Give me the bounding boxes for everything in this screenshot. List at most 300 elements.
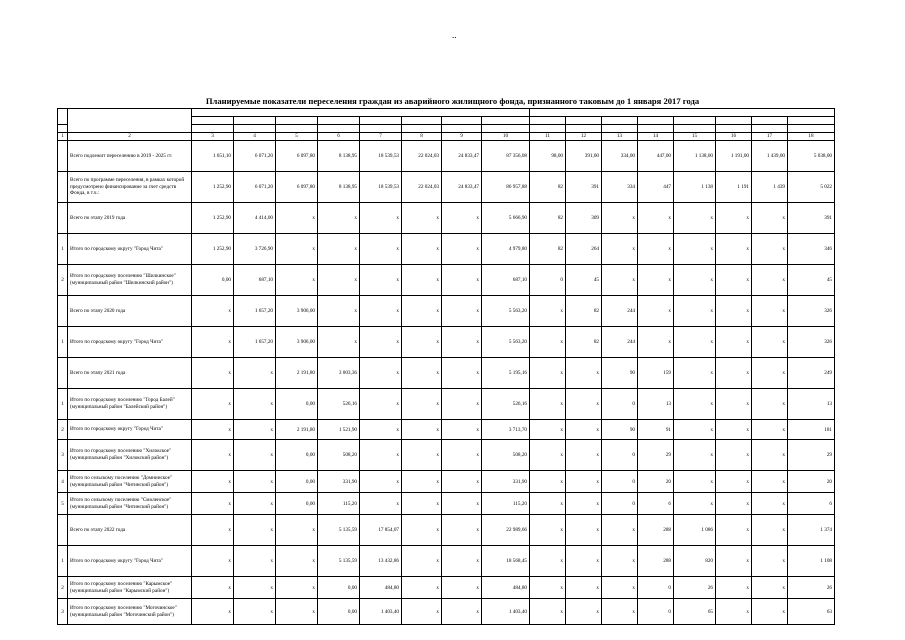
area-cell: x — [234, 546, 276, 577]
count-cell: x — [752, 420, 788, 440]
area-cell: x — [360, 358, 402, 389]
area-cell: 3 003,36 — [318, 358, 360, 389]
count-cell: x — [674, 203, 716, 234]
count-cell: x — [602, 546, 638, 577]
area-cell: x — [192, 599, 234, 625]
area-cell: x — [442, 577, 482, 599]
row-number: 5 — [58, 493, 68, 515]
count-cell: 82 — [530, 234, 566, 265]
page-title: Планируемые показатели переселения граждан из аварийного жилищного фонда, признанного таковым до 1 января 2017 года — [205, 96, 700, 106]
area-cell: x — [234, 420, 276, 440]
area-cell: x — [402, 203, 442, 234]
area-cell: x — [276, 599, 318, 625]
municipality-name: Всего по этапу 2021 года — [68, 358, 192, 389]
header-year — [638, 117, 674, 125]
column-number: 17 — [752, 133, 788, 141]
column-number: 18 — [788, 133, 835, 141]
area-cell: 526,16 — [318, 389, 360, 420]
table-row — [58, 471, 835, 493]
area-cell: 1 651,10 — [192, 141, 234, 172]
area-cell: 87 356,08 — [482, 141, 530, 172]
count-cell: 1 086 — [674, 515, 716, 546]
count-cell: x — [530, 440, 566, 471]
column-number: 9 — [442, 133, 482, 141]
header-unit-count — [566, 125, 602, 133]
row-number: 1 — [58, 389, 68, 420]
header-year — [360, 117, 402, 125]
area-cell: 3 726,90 — [234, 234, 276, 265]
count-cell: x — [530, 358, 566, 389]
header-blank — [58, 125, 68, 133]
count-cell: 326 — [788, 296, 835, 327]
count-cell: 1 439 — [752, 172, 788, 203]
count-cell: x — [638, 327, 674, 358]
area-cell: 1 252,90 — [192, 172, 234, 203]
column-number: 6 — [318, 133, 360, 141]
area-cell: 5 135,59 — [318, 546, 360, 577]
count-cell: 391 — [788, 203, 835, 234]
row-number — [58, 296, 68, 327]
area-cell: x — [442, 327, 482, 358]
table-row — [58, 599, 835, 625]
header-year — [442, 117, 482, 125]
row-number — [58, 141, 68, 172]
count-cell: 1 191 — [716, 172, 752, 203]
header-group-area — [192, 109, 530, 117]
area-cell: 0,00 — [192, 265, 234, 296]
count-cell: x — [752, 327, 788, 358]
row-number: 2 — [58, 577, 68, 599]
count-cell: x — [566, 471, 602, 493]
count-cell: x — [638, 265, 674, 296]
column-number: 11 — [530, 133, 566, 141]
area-cell: 6 071,20 — [234, 172, 276, 203]
table-row — [58, 546, 835, 577]
count-cell: x — [638, 203, 674, 234]
header-unit-area — [318, 125, 360, 133]
column-number: 1 — [58, 133, 68, 141]
area-cell: x — [192, 296, 234, 327]
area-cell: x — [402, 296, 442, 327]
area-cell: x — [192, 420, 234, 440]
municipality-name: Итого по городскому округу "Город Чита" — [68, 420, 192, 440]
area-cell: 1 521,90 — [318, 420, 360, 440]
indicators-table — [57, 108, 835, 625]
count-cell: 1 191,00 — [716, 141, 752, 172]
count-cell: x — [566, 358, 602, 389]
count-cell: 334,00 — [602, 141, 638, 172]
count-cell: 1 138,00 — [674, 141, 716, 172]
count-cell: 1 108 — [788, 546, 835, 577]
area-cell: 2 191,80 — [276, 358, 318, 389]
area-cell: x — [192, 515, 234, 546]
area-cell: x — [234, 577, 276, 599]
count-cell: 98,00 — [530, 141, 566, 172]
column-number: 2 — [68, 133, 192, 141]
count-cell: x — [674, 493, 716, 515]
area-cell: 6 071,20 — [234, 141, 276, 172]
table-row — [58, 515, 835, 546]
municipality-name: Итого по городскому округу "Город Чита" — [68, 546, 192, 577]
count-cell: 45 — [788, 265, 835, 296]
header-unit-count — [674, 125, 716, 133]
area-cell: 22 024,03 — [402, 172, 442, 203]
header-year — [192, 117, 234, 125]
area-cell: 331,90 — [318, 471, 360, 493]
count-cell: x — [674, 327, 716, 358]
count-cell: 26 — [788, 577, 835, 599]
area-cell: x — [402, 515, 442, 546]
count-cell: 447,00 — [638, 141, 674, 172]
count-cell: 326 — [788, 327, 835, 358]
header-unit-area — [402, 125, 442, 133]
count-cell: x — [566, 493, 602, 515]
area-cell: x — [234, 389, 276, 420]
count-cell: 346 — [788, 234, 835, 265]
area-cell: x — [402, 420, 442, 440]
area-cell: 86 957,88 — [482, 172, 530, 203]
column-number: 3 — [192, 133, 234, 141]
count-cell: x — [752, 203, 788, 234]
area-cell: x — [318, 265, 360, 296]
count-cell: 13 — [788, 389, 835, 420]
municipality-name: Всего по этапу 2020 года — [68, 296, 192, 327]
header-unit-area — [192, 125, 234, 133]
column-number: 13 — [602, 133, 638, 141]
area-cell: 22 024,03 — [402, 141, 442, 172]
count-cell: x — [530, 420, 566, 440]
count-cell: x — [716, 203, 752, 234]
area-cell: x — [442, 546, 482, 577]
area-cell: x — [192, 493, 234, 515]
area-cell: 17 854,07 — [360, 515, 402, 546]
count-cell: x — [530, 327, 566, 358]
count-cell: 0 — [602, 471, 638, 493]
count-cell: 63 — [788, 599, 835, 625]
row-number — [58, 358, 68, 389]
area-cell: x — [192, 358, 234, 389]
header-unit-area — [482, 125, 530, 133]
area-cell: x — [442, 296, 482, 327]
count-cell: 391,00 — [566, 141, 602, 172]
area-cell: x — [360, 471, 402, 493]
count-cell: 0 — [638, 577, 674, 599]
column-number: 8 — [402, 133, 442, 141]
municipality-name: Итого по городскому поселению "Могочинское" (муниципальный район "Могочинский район") — [68, 599, 192, 625]
count-cell: 288 — [638, 546, 674, 577]
count-cell: 244 — [602, 327, 638, 358]
count-cell: x — [752, 471, 788, 493]
count-cell: x — [752, 265, 788, 296]
count-cell: x — [530, 471, 566, 493]
municipality-name: Итого по городскому поселению "Шилкинское" (муниципальный район "Шилкинский район") — [68, 265, 192, 296]
count-cell: x — [602, 234, 638, 265]
area-cell: x — [234, 471, 276, 493]
count-cell: x — [716, 420, 752, 440]
area-cell: x — [402, 389, 442, 420]
count-cell: 0 — [530, 265, 566, 296]
area-cell: 18 539,53 — [360, 141, 402, 172]
row-number: 1 — [58, 327, 68, 358]
count-cell: 82 — [530, 172, 566, 203]
count-cell: 1 439,00 — [752, 141, 788, 172]
count-cell: 26 — [674, 577, 716, 599]
count-cell: x — [566, 420, 602, 440]
count-cell: 90 — [602, 358, 638, 389]
area-cell: x — [192, 577, 234, 599]
area-cell: x — [192, 389, 234, 420]
area-cell: x — [360, 296, 402, 327]
row-number: 2 — [58, 420, 68, 440]
municipality-name: Итого по сельскому поселению "Домнинское" (муниципальный район "Читинский район") — [68, 471, 192, 493]
count-cell: x — [638, 296, 674, 327]
count-cell: 90 — [602, 420, 638, 440]
area-cell: x — [442, 493, 482, 515]
count-cell: x — [602, 599, 638, 625]
header-year — [752, 117, 788, 125]
count-cell: x — [566, 599, 602, 625]
count-cell: 288 — [638, 515, 674, 546]
row-number — [58, 172, 68, 203]
row-number — [58, 515, 68, 546]
area-cell: x — [442, 389, 482, 420]
area-cell: x — [234, 599, 276, 625]
area-cell: x — [234, 358, 276, 389]
column-number: 12 — [566, 133, 602, 141]
area-cell: 1 657,20 — [234, 327, 276, 358]
area-cell: 1 657,20 — [234, 296, 276, 327]
area-cell: x — [318, 296, 360, 327]
header-row-column-numbers — [58, 133, 835, 141]
count-cell: x — [752, 234, 788, 265]
table-row — [58, 234, 835, 265]
count-cell: 447 — [638, 172, 674, 203]
municipality-name: Всего по этапу 2019 года — [68, 203, 192, 234]
count-cell: x — [674, 420, 716, 440]
header-year — [402, 117, 442, 125]
count-cell: 0 — [638, 599, 674, 625]
area-cell: 8 138,95 — [318, 141, 360, 172]
header-row-number — [58, 109, 68, 125]
municipality-name: Итого по городскому округу "Город Чита" — [68, 234, 192, 265]
table-row — [58, 203, 835, 234]
table-row — [58, 327, 835, 358]
table-row — [58, 389, 835, 420]
area-cell: 6 097,80 — [276, 172, 318, 203]
area-cell: 5 666,90 — [482, 203, 530, 234]
count-cell: x — [716, 577, 752, 599]
column-number: 16 — [716, 133, 752, 141]
area-cell: x — [402, 327, 442, 358]
area-cell: x — [192, 327, 234, 358]
count-cell: 391 — [566, 172, 602, 203]
count-cell: 334 — [602, 172, 638, 203]
area-cell: x — [192, 546, 234, 577]
area-cell: 1 403,40 — [360, 599, 402, 625]
row-number: 4 — [58, 471, 68, 493]
count-cell: x — [566, 515, 602, 546]
count-cell: x — [716, 265, 752, 296]
header-unit-count — [602, 125, 638, 133]
header-unit-area — [234, 125, 276, 133]
count-cell: 181 — [788, 420, 835, 440]
column-number: 15 — [674, 133, 716, 141]
area-cell: x — [276, 203, 318, 234]
area-cell: x — [402, 265, 442, 296]
area-cell: x — [318, 203, 360, 234]
area-cell: 115,20 — [318, 493, 360, 515]
annex-line — [689, 78, 839, 84]
header-unit-count — [638, 125, 674, 133]
header-year — [234, 117, 276, 125]
header-year — [530, 117, 566, 125]
table-row — [58, 172, 835, 203]
count-cell: x — [716, 471, 752, 493]
area-cell: 687,10 — [482, 265, 530, 296]
row-number: 3 — [58, 440, 68, 471]
row-number: 2 — [58, 265, 68, 296]
area-cell: 4 979,80 — [482, 234, 530, 265]
area-cell: x — [318, 234, 360, 265]
count-cell: 13 — [638, 389, 674, 420]
count-cell: 0 — [602, 440, 638, 471]
municipality-name: Всего по программе переселения, в рамках которой предусмотрено финансирование за счет средств Фонда, в т.ч.: — [68, 172, 192, 203]
area-cell: x — [276, 577, 318, 599]
count-cell: x — [530, 599, 566, 625]
area-cell: x — [402, 358, 442, 389]
count-cell: x — [602, 203, 638, 234]
area-cell: x — [276, 515, 318, 546]
count-cell: 0 — [602, 493, 638, 515]
count-cell: 45 — [566, 265, 602, 296]
count-cell: x — [638, 234, 674, 265]
header-unit-area — [276, 125, 318, 133]
count-cell: 82 — [566, 327, 602, 358]
count-cell: x — [674, 234, 716, 265]
count-cell: x — [566, 389, 602, 420]
area-cell: 1 252,90 — [192, 234, 234, 265]
count-cell: x — [530, 296, 566, 327]
area-cell: x — [442, 234, 482, 265]
area-cell: x — [276, 546, 318, 577]
annex-note — [689, 60, 839, 90]
count-cell: 20 — [638, 471, 674, 493]
count-cell: 5 022 — [788, 172, 835, 203]
table-row — [58, 420, 835, 440]
area-cell: x — [360, 389, 402, 420]
count-cell: x — [716, 440, 752, 471]
area-cell: 0,00 — [276, 440, 318, 471]
area-cell: 24 833,47 — [442, 172, 482, 203]
area-cell: x — [234, 515, 276, 546]
count-cell: 29 — [788, 440, 835, 471]
header-unit-area — [360, 125, 402, 133]
count-cell: x — [602, 577, 638, 599]
count-cell: x — [674, 296, 716, 327]
area-cell: 8 138,95 — [318, 172, 360, 203]
count-cell: x — [530, 546, 566, 577]
count-cell: 1 374 — [788, 515, 835, 546]
area-cell: x — [360, 493, 402, 515]
count-cell: x — [716, 296, 752, 327]
area-cell: 5 563,20 — [482, 327, 530, 358]
header-year — [674, 117, 716, 125]
area-cell: 13 432,86 — [360, 546, 402, 577]
area-cell: x — [402, 546, 442, 577]
header-unit-count — [788, 125, 835, 133]
count-cell: 249 — [788, 358, 835, 389]
header-row-groups — [58, 109, 835, 117]
count-cell: x — [602, 515, 638, 546]
count-cell: x — [674, 440, 716, 471]
area-cell: 508,20 — [318, 440, 360, 471]
row-number — [58, 203, 68, 234]
count-cell: x — [566, 577, 602, 599]
count-cell: x — [752, 577, 788, 599]
municipality-name: Всего подлежит переселению в 2019 - 2025 гг. — [68, 141, 192, 172]
area-cell: 484,80 — [482, 577, 530, 599]
row-number: 3 — [58, 599, 68, 625]
area-cell: 331,90 — [482, 471, 530, 493]
area-cell: x — [192, 471, 234, 493]
area-cell: 3 713,70 — [482, 420, 530, 440]
area-cell: x — [234, 440, 276, 471]
header-year — [602, 117, 638, 125]
area-cell: 2 191,80 — [276, 420, 318, 440]
area-cell: x — [442, 420, 482, 440]
area-cell: x — [402, 471, 442, 493]
count-cell: x — [752, 440, 788, 471]
count-cell: 309 — [566, 203, 602, 234]
area-cell: 3 906,00 — [276, 296, 318, 327]
header-year — [566, 117, 602, 125]
count-cell: x — [716, 546, 752, 577]
municipality-name: Итого по городскому поселению "Хилокское" (муниципальный район "Хилокский район") — [68, 440, 192, 471]
area-cell: 18 539,53 — [360, 172, 402, 203]
count-cell: x — [716, 389, 752, 420]
header-group-count — [530, 109, 835, 117]
count-cell: 820 — [674, 546, 716, 577]
area-cell: x — [276, 265, 318, 296]
municipality-name: Всего по этапу 2022 года — [68, 515, 192, 546]
table-row — [58, 577, 835, 599]
area-cell: 0,00 — [276, 493, 318, 515]
count-cell: x — [602, 265, 638, 296]
count-cell: 6 — [638, 493, 674, 515]
header-unit-area — [442, 125, 482, 133]
area-cell: 24 833,47 — [442, 141, 482, 172]
area-cell: 6 097,80 — [276, 141, 318, 172]
count-cell: x — [674, 358, 716, 389]
count-cell: x — [752, 546, 788, 577]
count-cell: 264 — [566, 234, 602, 265]
area-cell: 0,00 — [276, 471, 318, 493]
area-cell: x — [318, 327, 360, 358]
count-cell: x — [566, 440, 602, 471]
count-cell: 82 — [530, 203, 566, 234]
area-cell: x — [442, 358, 482, 389]
count-cell: x — [752, 389, 788, 420]
count-cell: x — [530, 389, 566, 420]
count-cell: x — [752, 296, 788, 327]
area-cell: 0,00 — [318, 599, 360, 625]
area-cell: x — [234, 493, 276, 515]
area-cell: x — [402, 234, 442, 265]
header-unit-count — [530, 125, 566, 133]
area-cell: 0,00 — [276, 389, 318, 420]
table-row — [58, 493, 835, 515]
table-body — [58, 141, 835, 625]
